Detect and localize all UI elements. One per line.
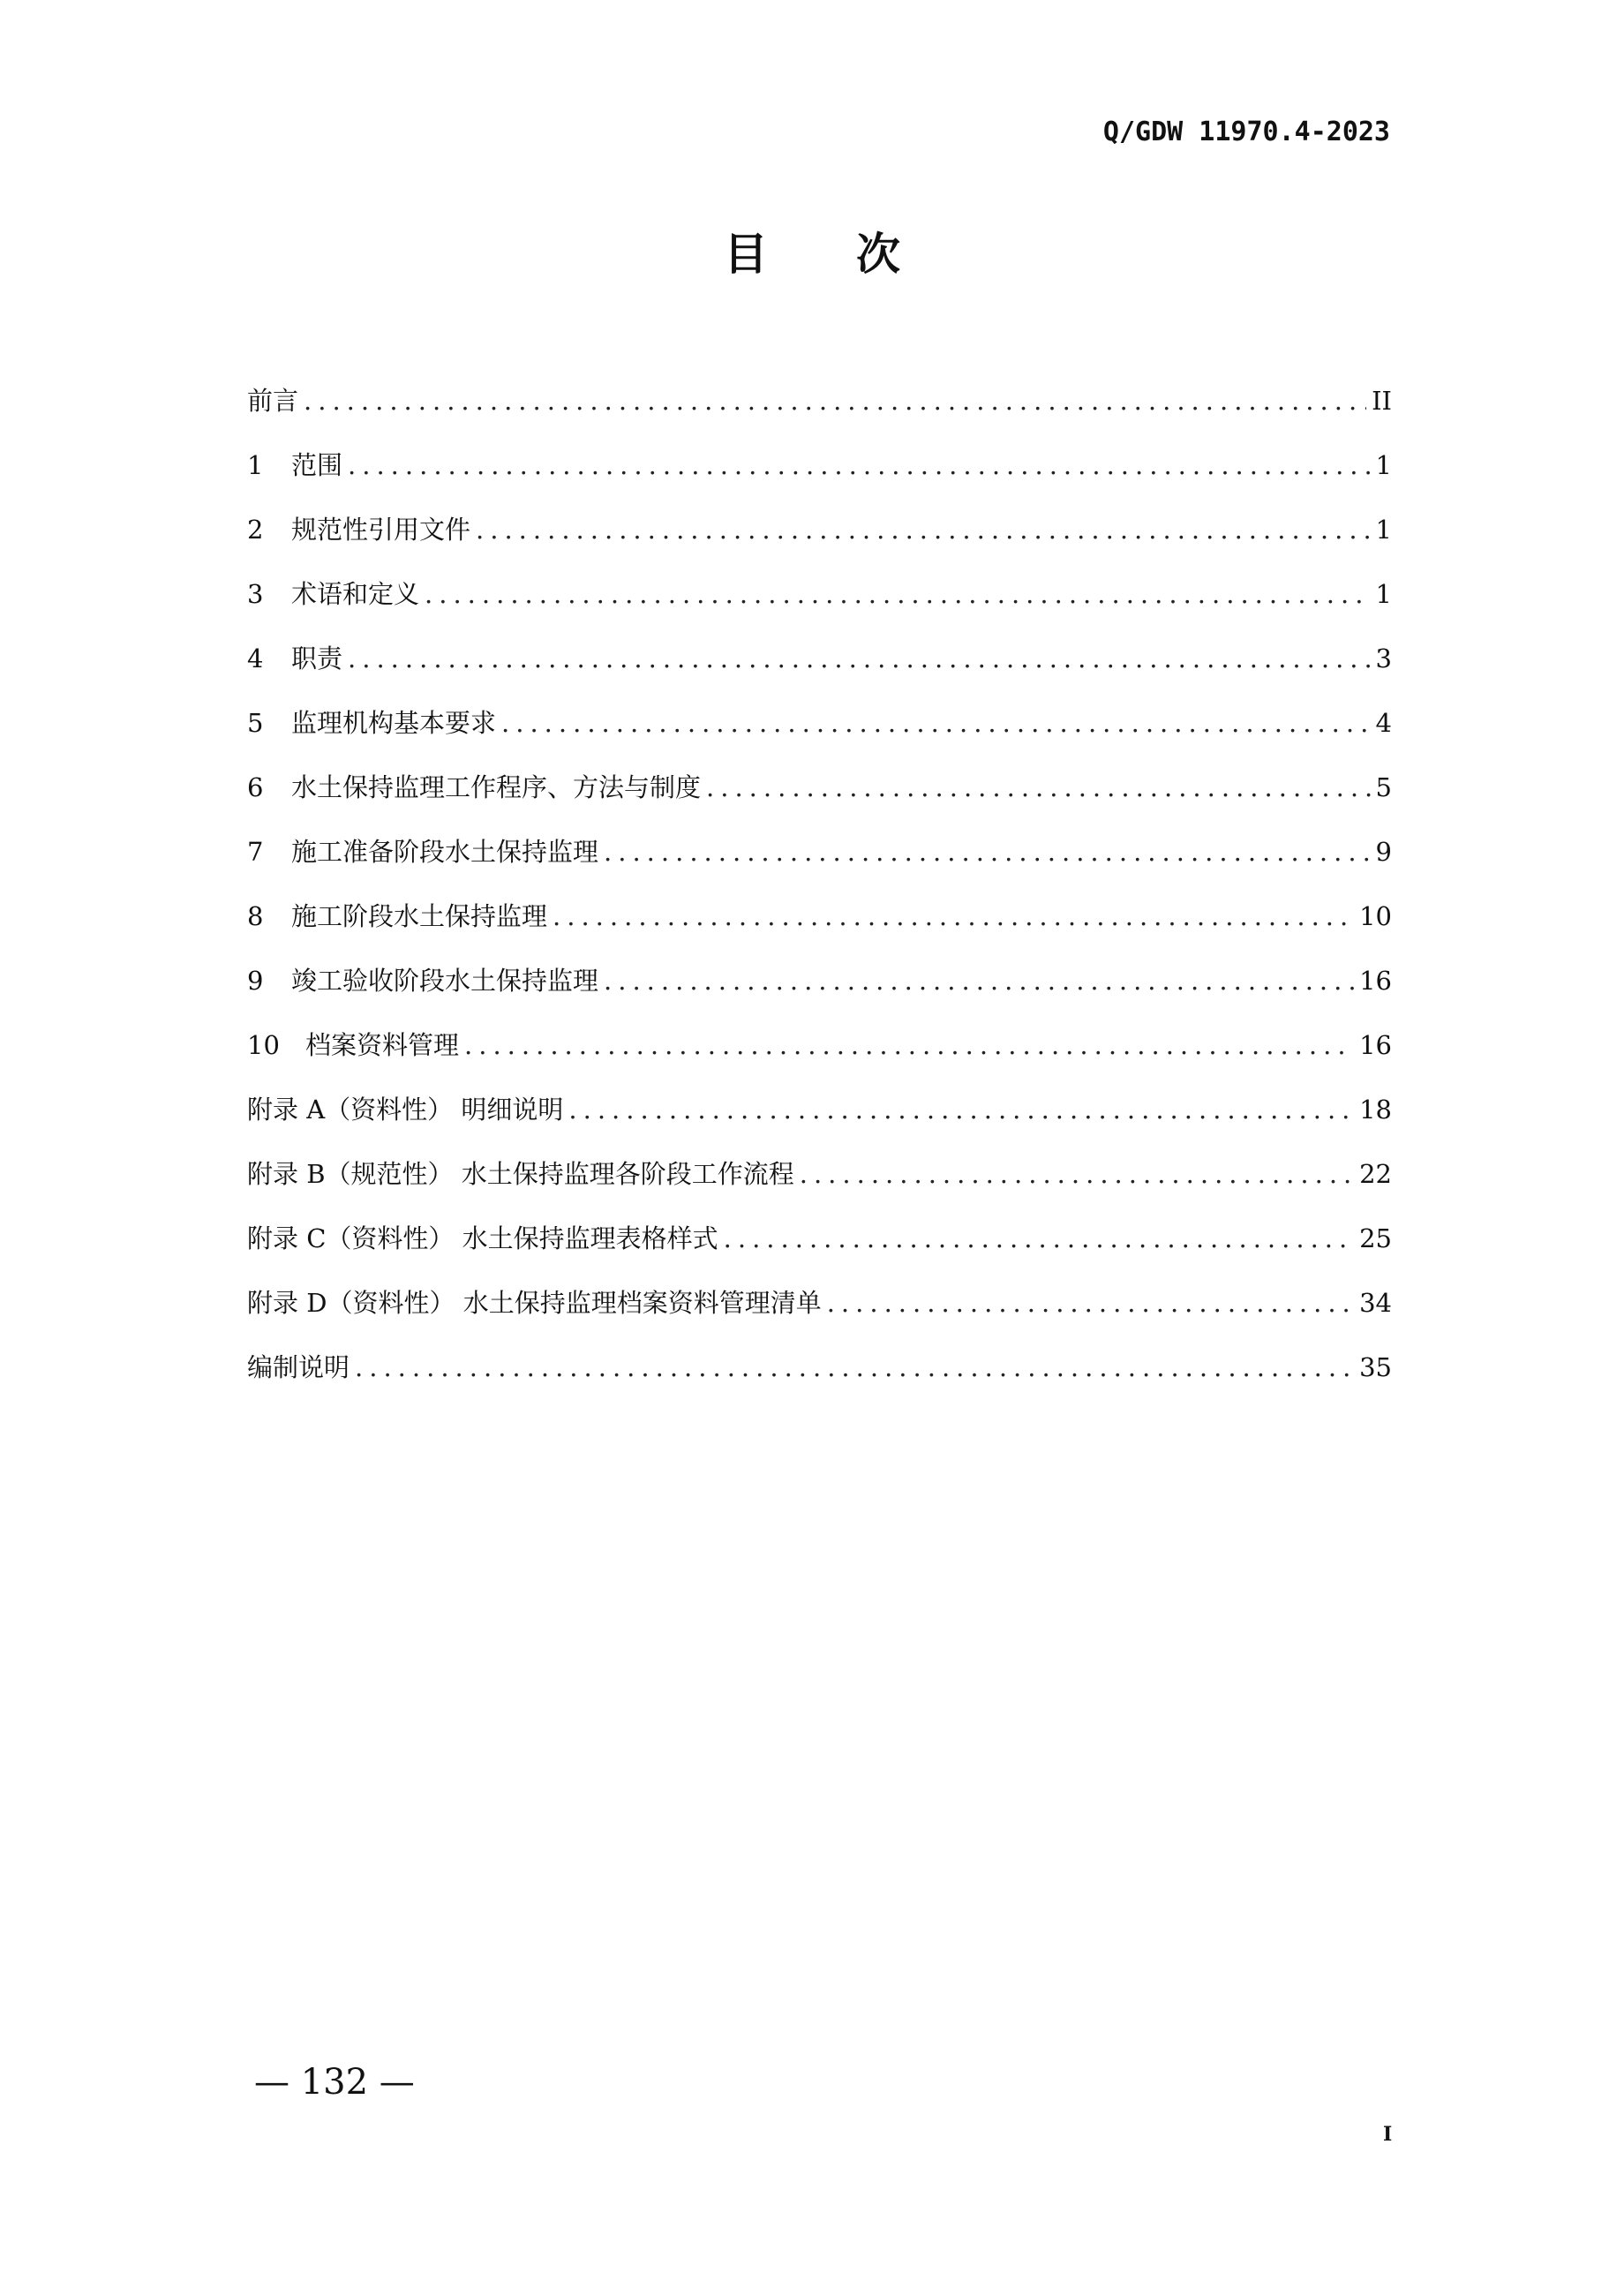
toc-leader-dots [476,498,1371,562]
toc-entry-page: 3 [1375,643,1392,673]
toc-entry-page: 25 [1359,1223,1392,1253]
toc-entry-compilation-notes[interactable] [247,1336,1392,1400]
toc-list [247,369,1392,1400]
toc-entry-label: 编制说明 [247,1352,350,1382]
toc-entry-7[interactable] [247,820,1392,884]
toc-entry-number: 5 [247,708,264,738]
toc-entry-appendix-c[interactable] [247,1207,1392,1271]
toc-title-char-2: 次 [856,229,900,280]
toc-entry-8[interactable] [247,884,1392,949]
toc-leader-dots [464,1013,1354,1078]
toc-entry-label: 规范性引用文件 [291,515,471,545]
toc-entry-6[interactable] [247,756,1392,820]
roman-page-number: I [1383,2123,1393,2146]
toc-entry-appendix-b[interactable] [247,1142,1392,1207]
toc-entry-appendix-d[interactable] [247,1271,1392,1336]
toc-entry-3[interactable] [247,562,1392,627]
toc-entry-appendix-a[interactable] [247,1078,1392,1142]
toc-leader-dots [304,369,1366,433]
toc-entry-label: 前言 [247,386,299,416]
toc-title [0,219,1624,282]
toc-leader-dots [706,756,1371,820]
toc-entry-9[interactable] [247,949,1392,1013]
toc-leader-dots [568,1078,1354,1142]
toc-leader-dots [724,1207,1354,1271]
toc-entry-label: 职责 [291,643,343,673]
toc-entry-10[interactable] [247,1013,1392,1078]
toc-entry-number: 6 [247,772,264,802]
toc-leader-dots [348,627,1371,691]
toc-entry-page: 35 [1359,1352,1392,1382]
toc-entry-number: 8 [247,901,264,931]
toc-entry-label: 附录 C（资料性） 水土保持监理表格样式 [247,1223,718,1253]
toc-leader-dots [355,1336,1354,1400]
toc-entry-page: 5 [1375,772,1392,802]
toc-entry-label: 施工准备阶段水土保持监理 [291,837,599,867]
toc-entry-label: 术语和定义 [291,579,420,609]
toc-entry-label: 附录 D（资料性） 水土保持监理档案资料管理清单 [247,1288,822,1318]
toc-entry-number: 1 [247,450,264,480]
toc-entry-number: 2 [247,515,264,545]
toc-leader-dots [800,1142,1354,1207]
toc-entry-page: 1 [1375,515,1392,545]
toc-leader-dots [553,884,1354,949]
toc-entry-page: 16 [1359,966,1392,996]
toc-entry-label: 范围 [291,450,343,480]
toc-entry-number: 9 [247,966,264,996]
toc-entry-label: 竣工验收阶段水土保持监理 [291,966,599,996]
toc-leader-dots [425,562,1371,627]
standard-code: Q/GDW 11970.4-2023 [1102,117,1390,147]
toc-leader-dots [501,691,1371,756]
toc-entry-foreword[interactable] [247,369,1392,433]
toc-entry-number: 3 [247,579,264,609]
toc-entry-page: 9 [1375,837,1392,867]
toc-entry-5[interactable] [247,691,1392,756]
toc-entry-4[interactable] [247,627,1392,691]
toc-title-char-1: 目 [724,229,768,280]
toc-entry-label: 附录 B（规范性） 水土保持监理各阶段工作流程 [247,1159,794,1189]
toc-entry-label: 监理机构基本要求 [291,708,497,738]
toc-entry-label: 施工阶段水土保持监理 [291,901,548,931]
toc-entry-page: 18 [1359,1095,1392,1125]
toc-entry-1[interactable] [247,433,1392,498]
toc-entry-label: 档案资料管理 [305,1030,460,1060]
toc-entry-page: 1 [1375,579,1392,609]
toc-leader-dots [604,820,1371,884]
toc-entry-label: 水土保持监理工作程序、方法与制度 [291,772,702,802]
toc-leader-dots [604,949,1354,1013]
toc-entry-number: 7 [247,837,264,867]
toc-entry-page: 1 [1375,450,1392,480]
toc-entry-page: II [1372,386,1392,416]
toc-leader-dots [348,433,1371,498]
toc-entry-number: 10 [247,1030,280,1060]
toc-entry-page: 16 [1359,1030,1392,1060]
toc-entry-page: 4 [1375,708,1392,738]
toc-entry-label: 附录 A（资料性） 明细说明 [247,1095,564,1125]
toc-entry-page: 10 [1359,901,1392,931]
toc-leader-dots [827,1271,1354,1336]
toc-entry-page: 34 [1359,1288,1392,1318]
page-number: — 132 — [254,2062,415,2103]
toc-entry-page: 22 [1359,1159,1392,1189]
toc-entry-2[interactable] [247,498,1392,562]
toc-entry-number: 4 [247,643,264,673]
